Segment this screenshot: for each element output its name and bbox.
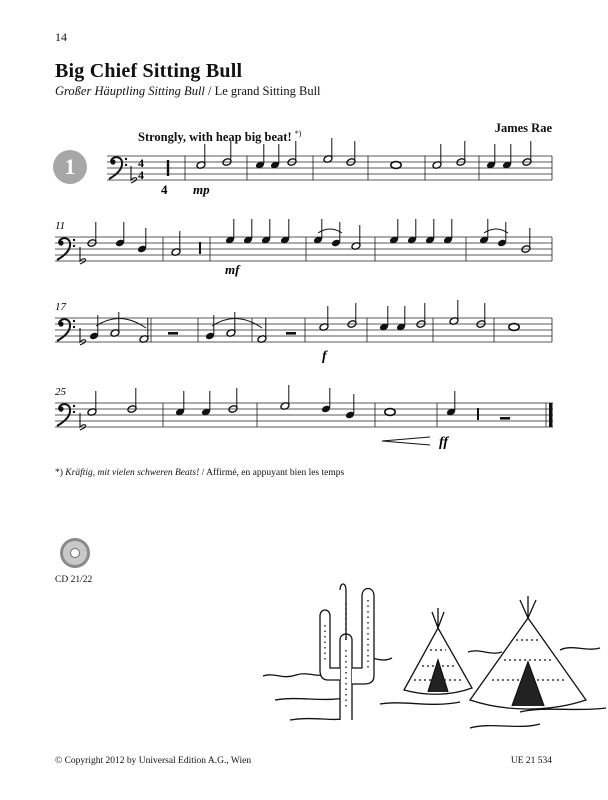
measure-number-11: 11 <box>55 220 66 232</box>
subtitle-separator: / <box>204 84 215 98</box>
music-staves <box>55 138 553 450</box>
svg-text:4: 4 <box>138 168 144 182</box>
measure-number-17: 17 <box>55 301 66 313</box>
svg-text:4: 4 <box>161 182 168 197</box>
dynamic-mf: mf <box>225 262 240 277</box>
subtitle-french: Le grand Sitting Bull <box>214 84 321 98</box>
desert-illustration <box>263 584 606 728</box>
teepee-small-icon <box>404 608 472 694</box>
staff-3 <box>55 300 552 364</box>
staff-2 <box>55 219 552 277</box>
tempo-footnote-ref: *) <box>294 129 302 138</box>
dynamic-ff: ff <box>439 435 449 450</box>
measure-number-25: 25 <box>55 386 66 398</box>
tempo-text: Strongly, with heap big beat! <box>138 130 292 145</box>
flat-icon <box>131 166 137 183</box>
footnote <box>55 468 344 478</box>
cd-icon <box>60 538 90 568</box>
footnote-german: Kräftig, mit vielen schweren Beats! <box>65 468 200 478</box>
dynamic-mp: mp <box>193 182 210 197</box>
page-number: 14 <box>55 30 67 44</box>
dynamic-f: f <box>322 349 327 364</box>
footnote-french: Affirmé, en appuyant bien les temps <box>206 468 345 478</box>
svg-text:4: 4 <box>138 156 144 170</box>
piece-number-badge: 1 <box>53 150 87 184</box>
footnote-marker: *) <box>55 468 63 478</box>
cd-track-label: CD 21/22 <box>55 575 93 585</box>
copyright-notice: © Copyright 2012 by Universal Edition A.G., Wien <box>55 756 252 766</box>
composer: James Rae <box>494 121 552 135</box>
staff-4 <box>55 385 553 450</box>
piece-title: Big Chief Sitting Bull <box>55 60 243 82</box>
staff-1 <box>107 138 552 197</box>
edition-number: UE 21 534 <box>510 756 552 766</box>
footnote-separator: / <box>199 468 207 478</box>
subtitle-german: Großer Häuptling Sitting Bull <box>55 84 205 98</box>
